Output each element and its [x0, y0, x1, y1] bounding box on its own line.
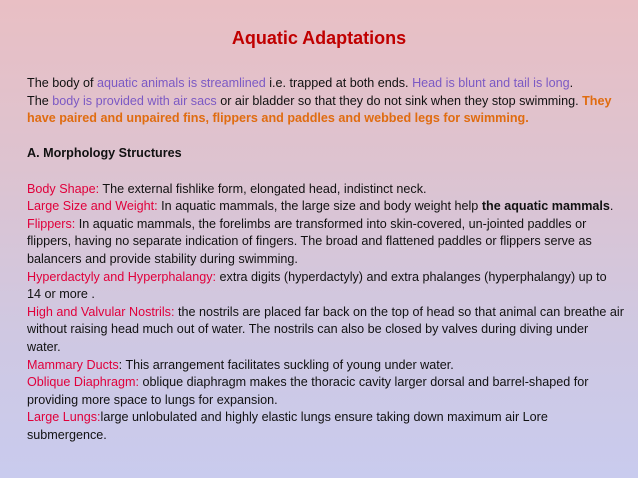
- item-bold-text: the aquatic mammals: [481, 199, 610, 214]
- item-text: the nostrils are placed far back on the top of head so that animal can breathe air without raising head much out of water. The nostrils can also be closed by valves during diving under water.: [27, 304, 624, 354]
- item-flippers: [27, 216, 624, 269]
- intro-text: or air bladder so that they do not sink when they stop swimming.: [216, 93, 583, 108]
- item-text: oblique diaphragm makes the thoracic cavity larger dorsal and barrel-shaped for providing more space to lungs for expansion.: [27, 375, 589, 407]
- item-text: In aquatic mammals, the forelimbs are transformed into skin-covered, un-jointed paddles or flippers, having no separate indication of fingers. The broad and flattened paddles or flippers serve as balancers and provide stability during swimming.: [27, 216, 592, 266]
- intro-line-2: [27, 93, 624, 128]
- spacer: [27, 128, 624, 146]
- section-heading: A. Morphology Structures: [27, 146, 182, 161]
- item-term: High and Valvular Nostrils:: [27, 304, 175, 319]
- item-hyperdactyly: [27, 269, 624, 304]
- item-text: In aquatic mammals, the large size and body weight help: [157, 199, 482, 214]
- item-term: Flippers:: [27, 216, 76, 231]
- item-term: Large Lungs:: [27, 410, 101, 425]
- item-term: Body Shape:: [27, 181, 100, 196]
- intro-text: The body of: [27, 76, 98, 90]
- intro-line-1: [27, 75, 624, 93]
- item-text: .: [609, 199, 614, 214]
- highlight-head-tail: Head is blunt and tail is long: [412, 76, 570, 90]
- item-term: Large Size and Weight:: [27, 199, 158, 214]
- item-text: : This arrangement facilitates suckling of young under water.: [118, 357, 454, 372]
- item-term: Oblique Diaphragm:: [27, 375, 140, 390]
- item-body-shape: [27, 181, 624, 199]
- item-nostrils: [27, 304, 624, 357]
- item-diaphragm: [27, 374, 624, 409]
- item-text: The external fishlike form, elongated head, indistinct neck.: [99, 181, 427, 196]
- highlight-streamlined: aquatic animals is streamlined: [97, 76, 266, 90]
- slide-body: [27, 75, 624, 444]
- highlight-fins: They have paired and unpaired fins, flippers and paddles and webbed legs for swimming.: [27, 93, 612, 126]
- highlight-air-sacs: body is provided with air sacs: [52, 93, 217, 108]
- item-term: Hyperdactyly and Hyperphalangy:: [27, 269, 217, 284]
- intro-text: The: [27, 93, 53, 108]
- item-mammary-ducts: [27, 357, 624, 375]
- item-text: extra digits (hyperdactyly) and extra phalanges (hyperphalangy) up to 14 or more .: [27, 269, 607, 302]
- item-text: large unlobulated and highly elastic lungs ensure taking down maximum air Lore submergence.: [27, 410, 548, 442]
- intro-text: .: [569, 76, 574, 90]
- intro-text: i.e. trapped at both ends.: [265, 76, 413, 90]
- slide-title: Aquatic Adaptations: [231, 28, 407, 48]
- item-term: Mammary Ducts: [27, 357, 119, 372]
- spacer: [27, 163, 624, 181]
- item-large-lungs: [27, 409, 624, 444]
- item-large-size: [27, 198, 624, 216]
